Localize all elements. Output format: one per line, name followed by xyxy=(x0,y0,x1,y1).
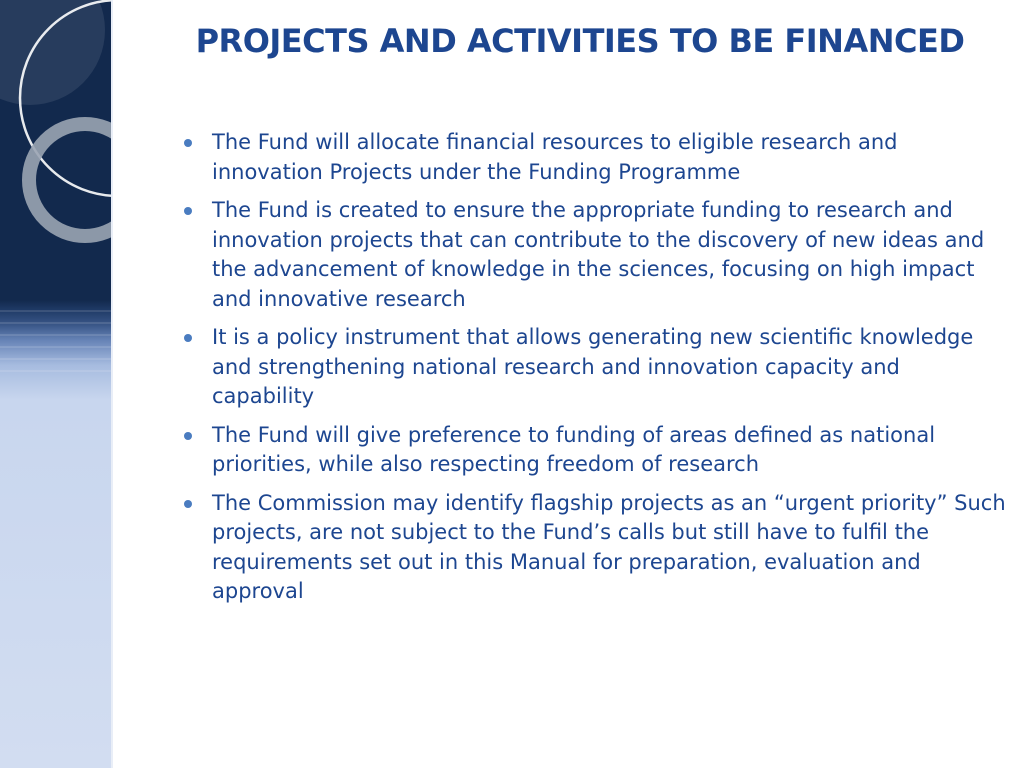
bullet-text: The Fund will give preference to funding of areas defined as national priorities, while also respecting freedom of research xyxy=(212,422,936,476)
decorative-rings-graphic xyxy=(0,0,113,300)
bullet-item xyxy=(182,421,1008,480)
band-stripe xyxy=(0,334,113,336)
bullet-text: It is a policy instrument that allows generating new scientific knowledge and strengthening national research and innovation capacity and capability xyxy=(212,325,974,408)
bullet-item xyxy=(182,128,1008,187)
band-stripe xyxy=(0,358,113,360)
band-stripe xyxy=(0,370,113,372)
thick-grey-ring xyxy=(29,124,113,236)
bullet-item xyxy=(182,196,1008,314)
bullet-dot-icon xyxy=(184,207,192,215)
bullet-text: The Fund will allocate financial resources to eligible research and innovation Projects under the Funding Programme xyxy=(212,130,898,184)
bullet-text: The Commission may identify flagship projects as an “urgent priority” Such projects, are not subject to the Fund’s calls but still have to fulfil the requirements set out in this Manual for preparation, evaluation and approval xyxy=(212,490,1006,603)
bullet-dot-icon xyxy=(184,500,192,508)
bullet-list xyxy=(182,128,1008,616)
translucent-disk xyxy=(0,0,105,105)
bullet-dot-icon xyxy=(184,334,192,342)
bullet-text: The Fund is created to ensure the appropriate funding to research and innovation projects that can contribute to the discovery of new ideas and the advancement of knowledge in the sciences, focusing on high impact and innovative research xyxy=(212,198,985,311)
bullet-dot-icon xyxy=(184,139,192,147)
bullet-item xyxy=(182,323,1008,412)
band-stripe xyxy=(0,346,113,348)
bullet-item xyxy=(182,489,1008,607)
slide-title: PROJECTS AND ACTIVITIES TO BE FINANCED xyxy=(195,22,965,60)
band-stripe xyxy=(0,322,113,324)
bullet-dot-icon xyxy=(184,432,192,440)
left-decorative-band xyxy=(0,0,113,768)
band-stripe xyxy=(0,310,113,312)
